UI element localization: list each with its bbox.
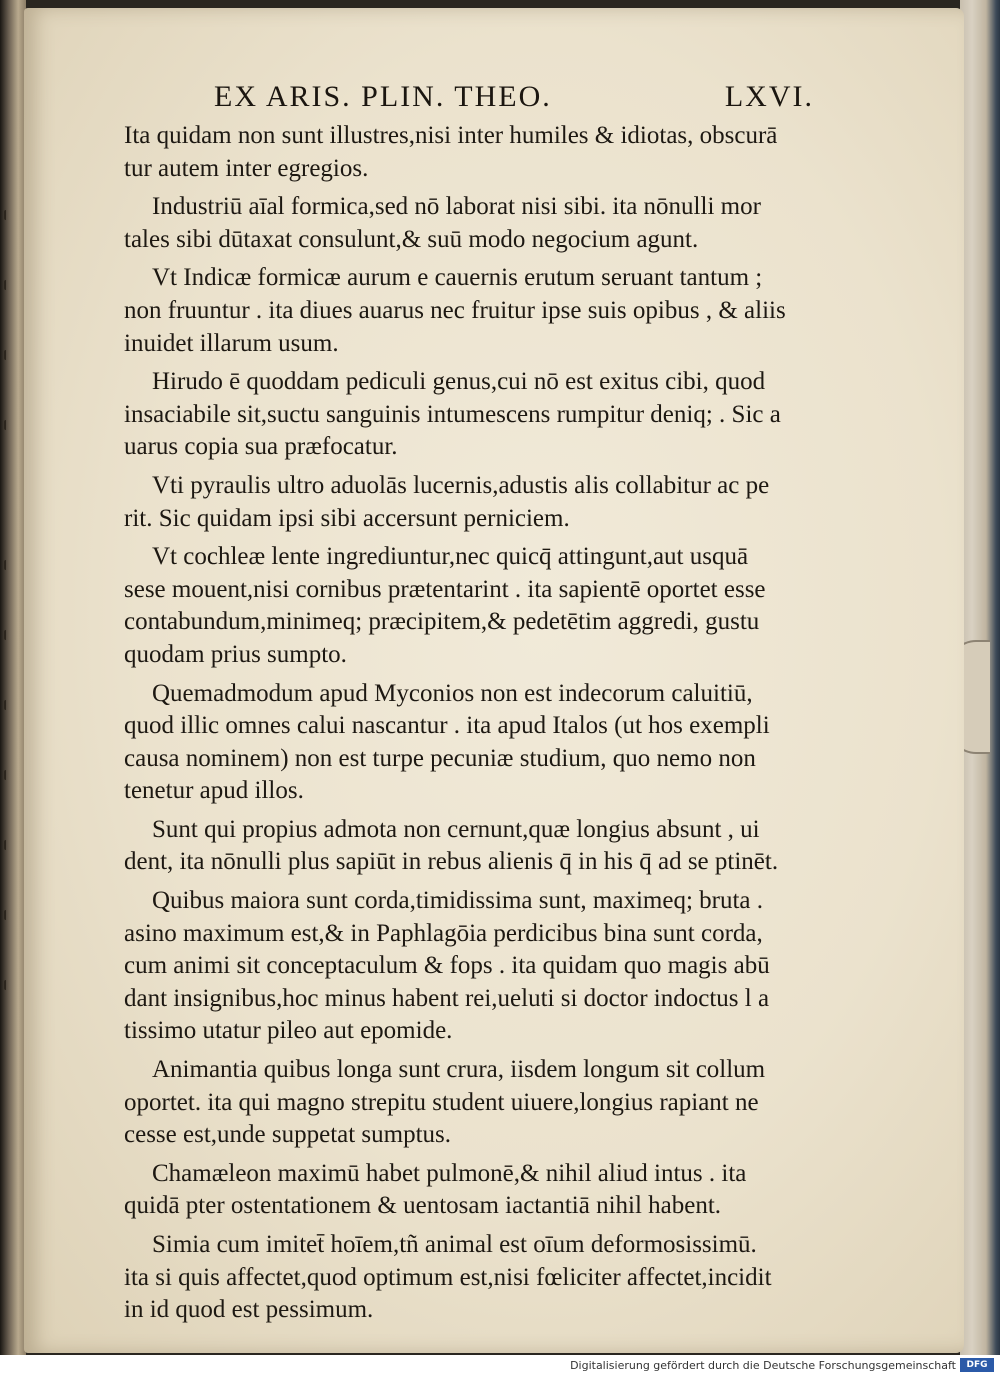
- paragraph: [124, 541, 844, 671]
- text-line: non fruuntur . ita diues auarus nec fruitur ipse suis opibus , & aliis: [124, 296, 786, 324]
- dfg-logo: DFG: [960, 1358, 994, 1372]
- paragraph: [124, 885, 844, 1048]
- text-line: Vt cochleæ lente ingrediuntur,nec quicq̄ attingunt,aut usquā: [152, 543, 749, 571]
- edge-mark: [4, 700, 13, 710]
- page-fore-edge: [960, 0, 1000, 1355]
- text-line: cum animi sit conceptaculum & fops . ita quidam quo magis abū: [124, 952, 770, 980]
- text-line: Simia cum imitet̄ hoīem,tñ animal est oīum deformosissimū.: [152, 1231, 757, 1258]
- text-line: uarus copia sua præfocatur.: [124, 433, 398, 461]
- text-line: Vti pyraulis ultro aduolās lucernis,adustis alis collabitur ac pe: [152, 471, 770, 499]
- book-gutter-edge: [0, 0, 26, 1355]
- edge-mark: [4, 350, 13, 360]
- text-line: inuidet illarum usum.: [124, 329, 339, 357]
- paragraph: [124, 470, 844, 535]
- page-header: [214, 80, 814, 120]
- text-line: insaciabile sit,suctu sanguinis intumescens rumpitur deniq; . Sic a: [124, 400, 781, 428]
- text-line: Animantia quibus longa sunt crura, iisdem longum sit collum: [152, 1056, 766, 1084]
- text-line: asino maximum est,& in Paphlagōia perdicibus bina sunt corda,: [124, 919, 763, 947]
- footer-bar: [0, 1355, 1000, 1377]
- edge-mark: [4, 560, 13, 570]
- paragraph: [124, 678, 844, 808]
- text-line: rit. Sic quidam ipsi sibi accersunt perniciem.: [124, 504, 570, 532]
- text-line: Ita quidam non sunt illustres,nisi inter humiles & idiotas, obscurā: [124, 122, 778, 149]
- running-title: EX ARIS. PLIN. THEO.: [214, 80, 552, 113]
- body-text: [124, 120, 844, 1327]
- paragraph: [124, 1054, 844, 1152]
- text-line: Quibus maiora sunt corda,timidissima sunt, maximeq; bruta .: [152, 887, 764, 915]
- text-line: quodam prius sumpto.: [124, 640, 347, 668]
- text-line: sese mouent,nisi cornibus prætentarint . ita sapientē oportet esse: [124, 575, 766, 603]
- text-line: Chamæleon maximū habet pulmonē,& nihil aliud intus . ita: [152, 1159, 747, 1187]
- text-line: quidā pter ostentationem & uentosam iactantiā nihil habent.: [124, 1192, 722, 1220]
- text-line: Industriū aīal formica,sed nō laborat nisi sibi. ita nōnulli mor: [152, 193, 761, 221]
- paragraph: [124, 1158, 844, 1223]
- text-line: quod illic omnes calui nascantur . ita apud Italos (ut hos exempli: [124, 712, 770, 740]
- text-line: dent, ita nōnulli plus sapiūt in rebus alienis q̄ in his q̄ ad se ptinēt.: [124, 848, 779, 876]
- text-line: tenetur apud illos.: [124, 777, 304, 805]
- text-line: Quemadmodum apud Myconios non est indecorum caluitiū,: [152, 679, 753, 707]
- text-line: contabundum,minimeq; præcipitem,& pedetētim aggredi, gustu: [124, 608, 760, 636]
- paragraph: [124, 191, 844, 256]
- text-line: causa nominem) non est turpe pecuniæ studium, quo nemo non: [124, 744, 756, 772]
- edge-mark: [4, 910, 13, 920]
- text-line: Hirudo ē quoddam pediculi genus,cui nō est exitus cibi, quod: [152, 368, 766, 396]
- paragraph: [124, 262, 844, 360]
- printed-page: [24, 8, 964, 1353]
- text-line: Vt Indicæ formicæ aurum e cauernis erutum seruant tantum ;: [152, 264, 763, 292]
- text-line: tales sibi dūtaxat consulunt,& suū modo negocium agunt.: [124, 225, 699, 253]
- text-line: tissimo utatur pileo aut epomide.: [124, 1017, 453, 1045]
- text-line: oportet. ita qui magno strepitu student uiuere,longius rapiant ne: [124, 1088, 759, 1116]
- text-line: ita si quis affectet,quod optimum est,nisi fœliciter affectet,incidit: [124, 1263, 772, 1291]
- text-line: Sunt qui propius admota non cernunt,quæ longius absunt , ui: [152, 815, 760, 843]
- funding-credit: Digitalisierung gefördert durch die Deutsche Forschungsgemeinschaft: [570, 1359, 956, 1372]
- edge-mark: [4, 280, 13, 290]
- edge-mark: [4, 420, 13, 430]
- paragraph: [124, 814, 844, 879]
- edge-mark: [4, 840, 13, 850]
- edge-mark: [4, 630, 13, 640]
- edge-mark: [4, 770, 13, 780]
- edge-mark: [4, 980, 13, 990]
- paragraph: [124, 1229, 844, 1327]
- edge-mark: [4, 210, 13, 220]
- text-line: tur autem inter egregios.: [124, 154, 369, 182]
- text-line: cesse est,unde suppetat sumptus.: [124, 1121, 452, 1149]
- text-line: dant insignibus,hoc minus habent rei,ueluti si doctor indoctus l a: [124, 984, 770, 1012]
- text-line: in id quod est pessimum.: [124, 1296, 374, 1324]
- paragraph: [124, 120, 844, 185]
- folio-number: LXVI.: [724, 80, 814, 113]
- paragraph: [124, 366, 844, 464]
